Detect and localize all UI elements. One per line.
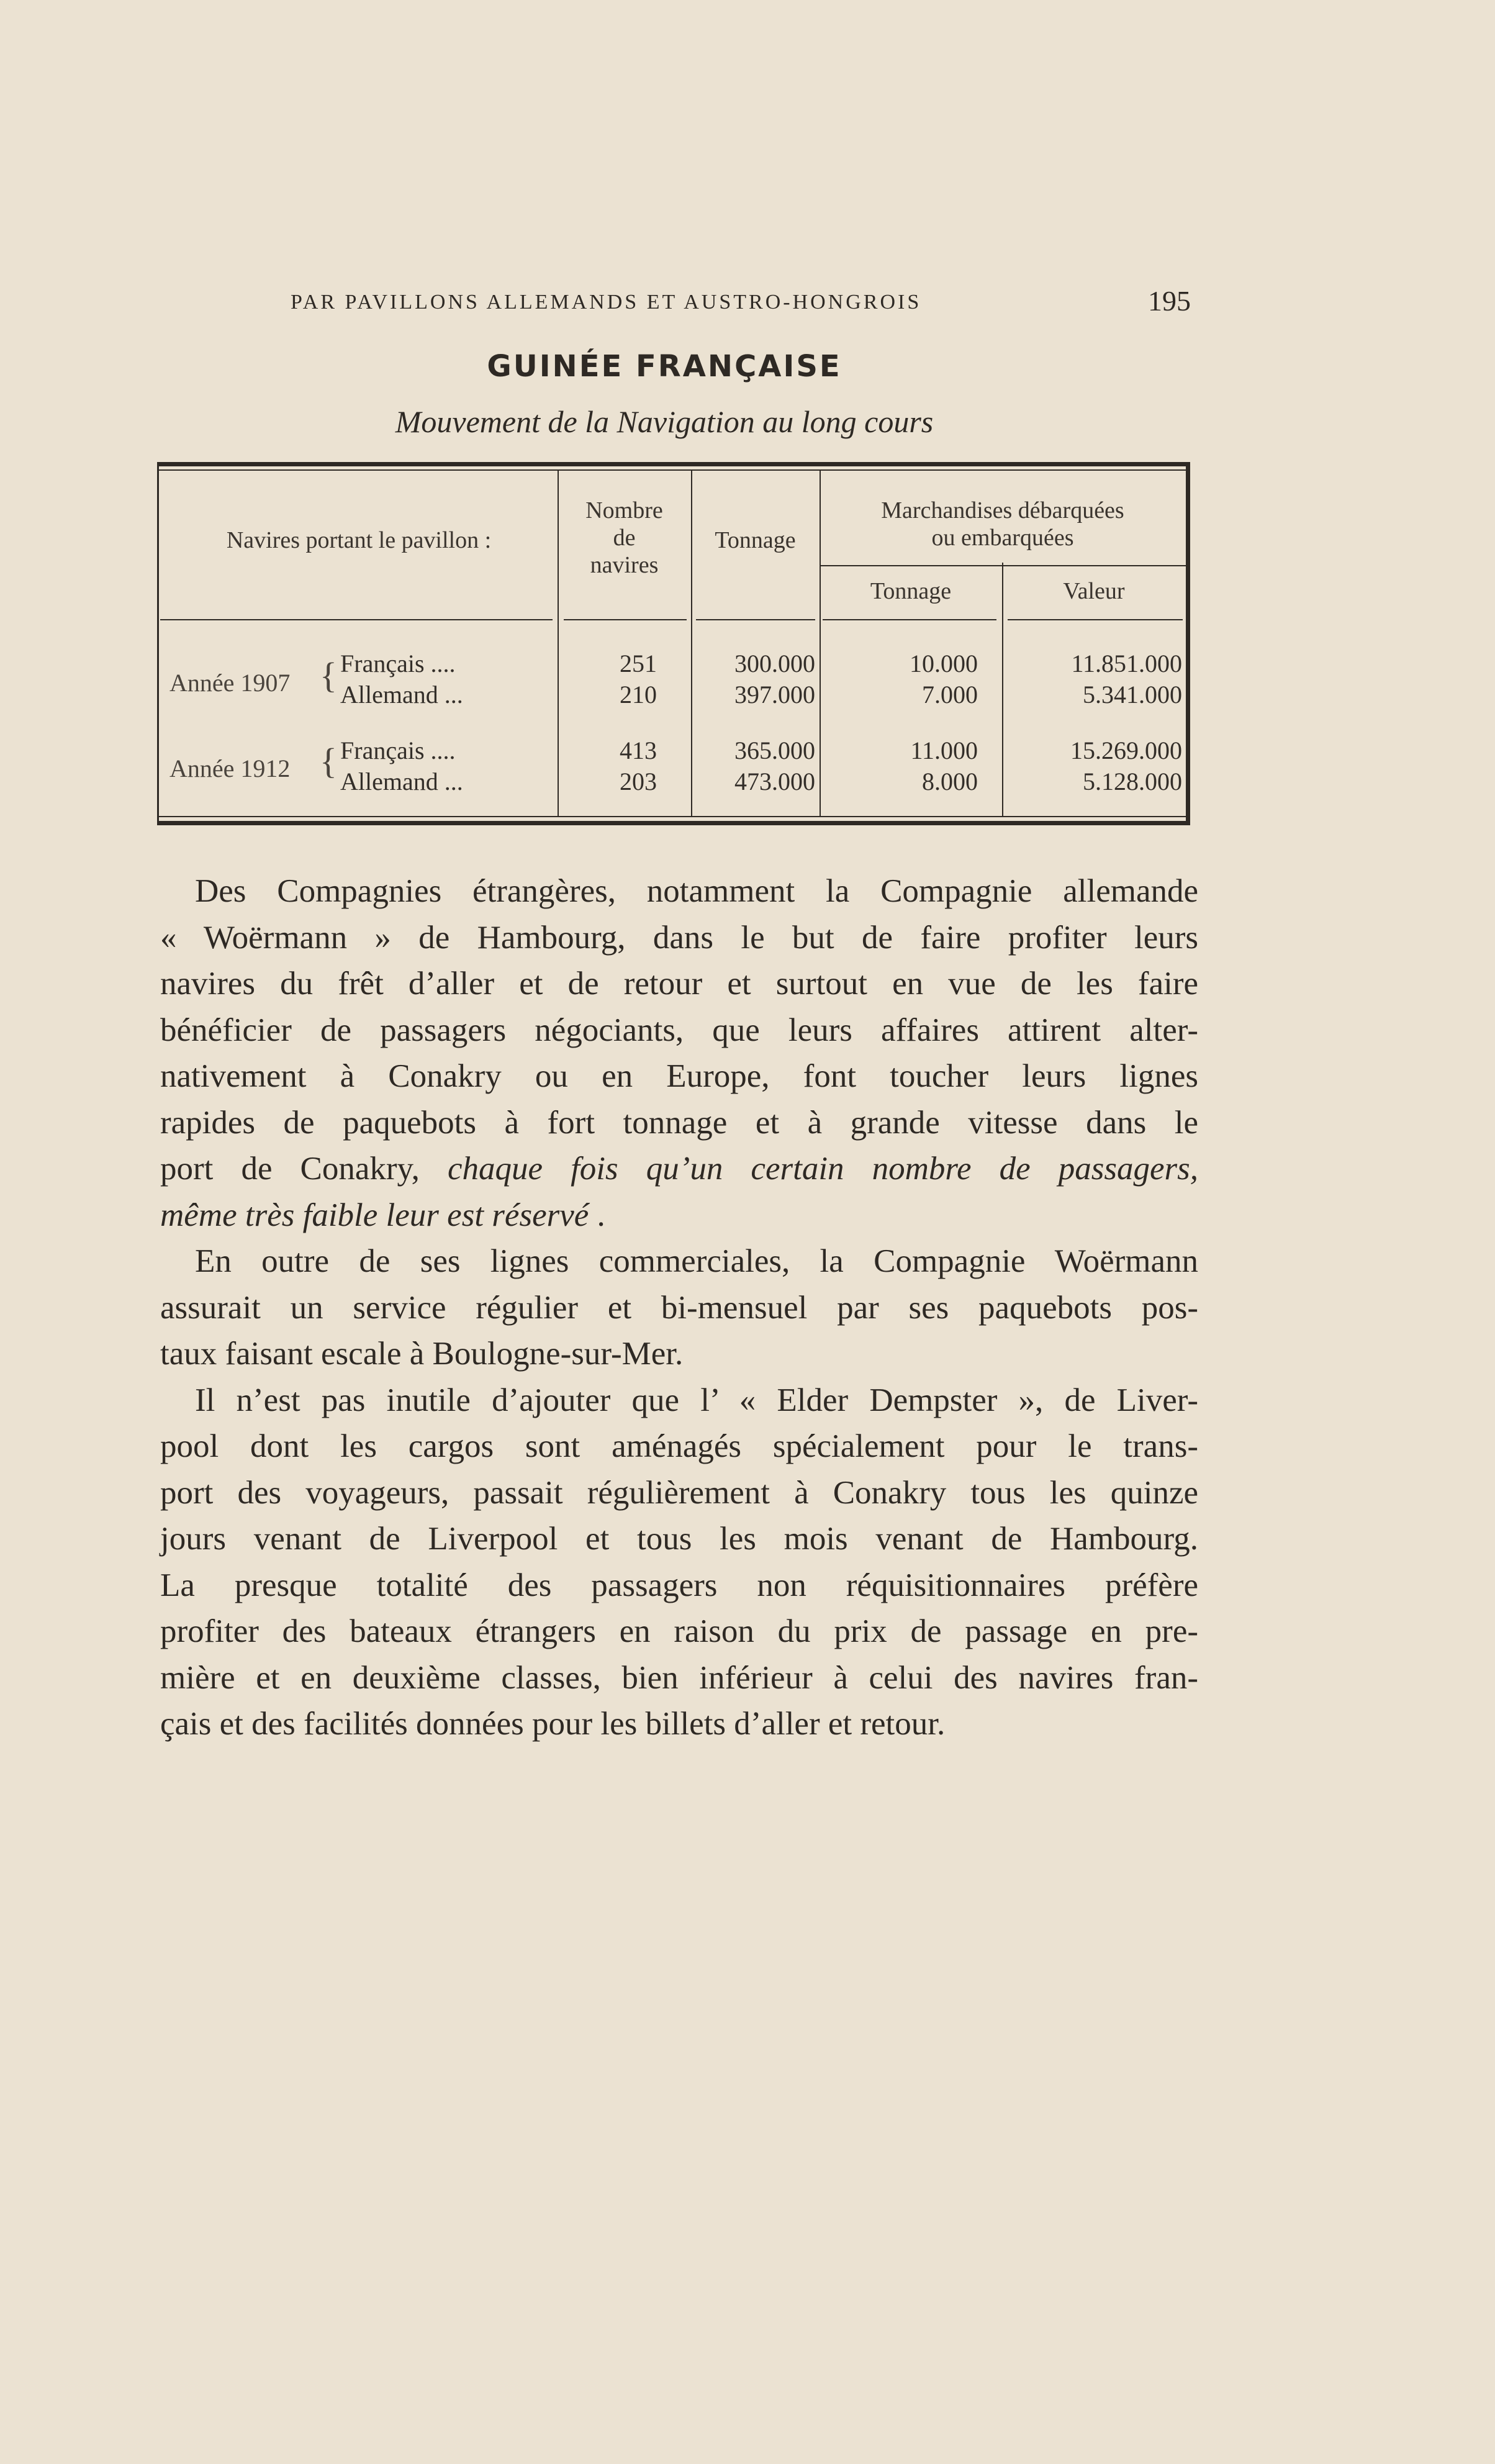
flag-cell: Allemand ... xyxy=(340,768,463,795)
header-count-2: de xyxy=(613,525,636,551)
text-segment: port de Conakry, xyxy=(160,1151,420,1187)
goods-value-cell: 5.128.000 xyxy=(1083,768,1182,795)
text-line: La presque totalité des passagers non réquisitionnaires préfère xyxy=(160,1567,1198,1603)
text-line: « Woërmann » de Hambourg, dans le but de faire profiter leurs xyxy=(160,919,1198,956)
goods-value-cell: 11.851.000 xyxy=(1071,650,1182,677)
table-bottom-rule-thin xyxy=(157,816,1188,817)
brace: { xyxy=(320,741,337,781)
header-bottom-rule xyxy=(696,619,815,620)
tonnage-cell: 473.000 xyxy=(734,768,815,795)
goods-tonnage-cell: 11.000 xyxy=(910,736,978,764)
text-line: assurait un service régulier et bi-mensuel par ses paquebots pos- xyxy=(160,1289,1198,1326)
count-cell: 203 xyxy=(620,768,657,795)
goods-value-cell: 15.269.000 xyxy=(1070,736,1182,764)
count-cell: 251 xyxy=(620,650,657,677)
running-head-text: PAR PAVILLONS ALLEMANDS ET AUSTRO-HONGROIS xyxy=(291,291,922,314)
navigation-table xyxy=(157,462,1190,826)
table-subtitle: Mouvement de la Navigation au long cours xyxy=(395,404,934,439)
page-number: 195 xyxy=(1148,285,1191,317)
text-line: Il n’est pas inutile d’ajouter que l’ « Elder Dempster », de Liver- xyxy=(195,1382,1198,1418)
header-bottom-rule xyxy=(564,619,687,620)
flag-cell: Français .... xyxy=(340,736,456,764)
header-flag: Navires portant le pavillon : xyxy=(226,527,492,553)
header-tonnage: Tonnage xyxy=(715,527,796,553)
header-bottom-rule xyxy=(823,619,996,620)
text-line: jours venant de Liverpool et tous les mois venant de Hambourg. xyxy=(160,1521,1198,1557)
text-line: pool dont les cargos sont aménagés spécialement pour le trans- xyxy=(160,1428,1198,1464)
text-line: port des voyageurs, passait régulièrement à Conakry tous les quinze xyxy=(160,1474,1198,1511)
body-text xyxy=(160,868,1198,1747)
header-bottom-rule xyxy=(1008,619,1183,620)
text-line: profiter des bateaux étrangers en raison du prix de passage en pre- xyxy=(160,1613,1198,1649)
text-line xyxy=(160,1146,1198,1192)
text-line: Des Compagnies étrangères, notamment la Compagnie allemande xyxy=(195,873,1198,909)
goods-value-cell: 5.341.000 xyxy=(1083,681,1182,709)
text-line xyxy=(160,1192,1198,1239)
flag-cell: Français .... xyxy=(340,650,456,677)
text-line: rapides de paquebots à fort tonnage et à grande vitesse dans le xyxy=(160,1104,1198,1141)
brace: { xyxy=(320,655,337,695)
header-subrule xyxy=(820,565,1186,566)
italic-segment: chaque fois qu’un certain nombre de passagers, xyxy=(447,1151,1199,1187)
text-line: mière et en deuxième classes, bien inférieur à celui des navires fran- xyxy=(160,1659,1198,1696)
header-count-1: Nombre xyxy=(585,497,663,523)
text-line: navires du frêt d’aller et de retour et surtout en vue de les faire xyxy=(160,966,1198,1002)
text-line: nativement à Conakry ou en Europe, font toucher leurs lignes xyxy=(160,1058,1198,1094)
running-head xyxy=(291,287,1191,318)
table-right-border xyxy=(1186,462,1190,825)
count-cell: 210 xyxy=(620,681,657,709)
text-segment: . xyxy=(589,1197,605,1233)
table-left-border xyxy=(157,462,159,825)
year-label: Année 1912 xyxy=(169,754,291,782)
goods-tonnage-cell: 7.000 xyxy=(922,681,978,709)
year-label: Année 1907 xyxy=(169,669,291,697)
goods-tonnage-cell: 10.000 xyxy=(910,650,978,677)
header-bottom-rule xyxy=(160,619,553,620)
text-line: çais et des facilités données pour les billets d’aller et retour. xyxy=(160,1706,946,1742)
text-line: En outre de ses lignes commerciales, la Compagnie Woërmann xyxy=(195,1243,1198,1279)
text-line: taux faisant escale à Boulogne-sur-Mer. xyxy=(160,1336,684,1372)
page-title: GUINÉE FRANÇAISE xyxy=(487,349,842,384)
goods-tonnage-cell: 8.000 xyxy=(922,768,978,795)
tonnage-cell: 300.000 xyxy=(734,650,815,677)
header-count-3: navires xyxy=(590,552,659,578)
header-goods-tonnage: Tonnage xyxy=(870,578,952,604)
italic-segment: même très faible leur est réservé xyxy=(160,1197,589,1233)
text-line: bénéficier de passagers négociants, que leurs affaires attirent alter- xyxy=(160,1012,1198,1048)
header-goods-2: ou embarquées xyxy=(931,525,1074,551)
tonnage-cell: 365.000 xyxy=(734,736,815,764)
count-cell: 413 xyxy=(620,736,657,764)
table-top-rule-thin xyxy=(157,469,1188,471)
header-goods-value: Valeur xyxy=(1063,578,1125,604)
tonnage-cell: 397.000 xyxy=(734,681,815,709)
table-bottom-rule xyxy=(157,821,1190,825)
flag-cell: Allemand ... xyxy=(340,681,463,709)
header-goods-1: Marchandises débarquées xyxy=(881,497,1124,523)
table-top-rule xyxy=(157,462,1190,466)
